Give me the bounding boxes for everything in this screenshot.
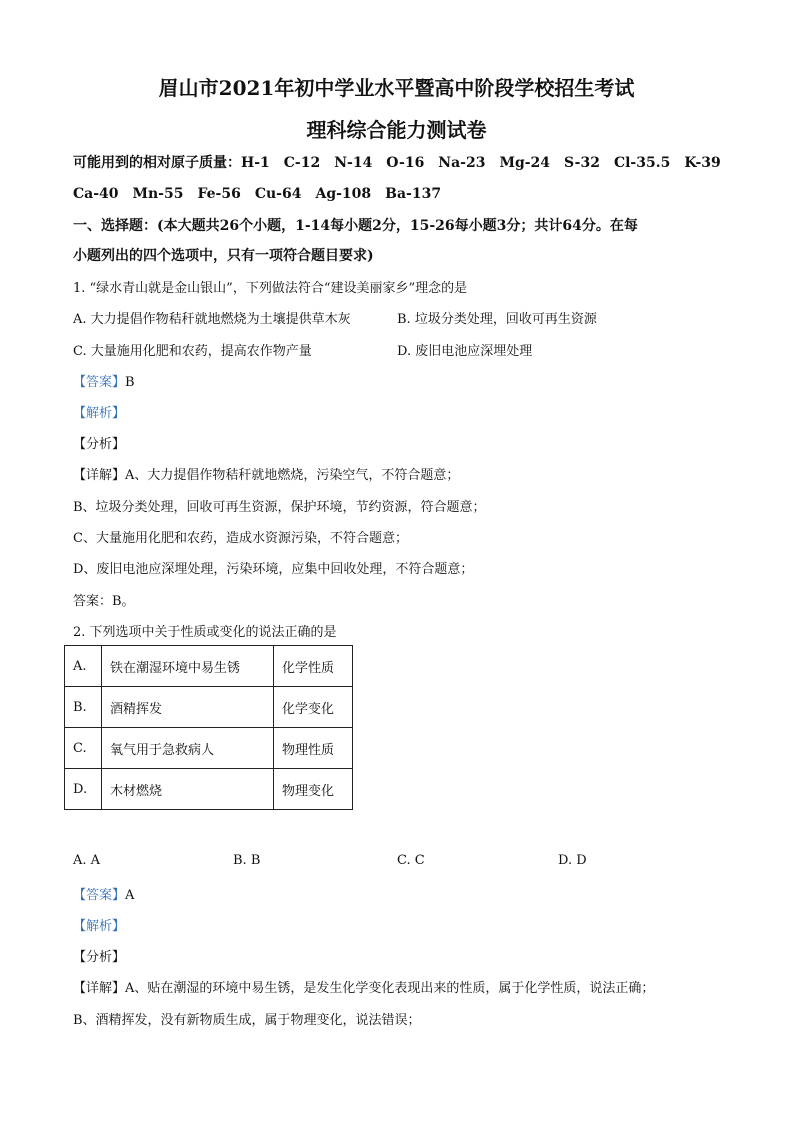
q2-option-c: C. C	[397, 853, 425, 868]
exam-title: 眉山市2021年初中学业水平暨高中阶段学校招生考试	[158, 76, 635, 100]
q2-detail-line: 【详解】A、贴在潮湿的环境中易生锈，是发生化学变化表现出来的性质，属于化学性质，说法正确；	[73, 981, 655, 996]
table-cell-type: 化学性质	[274, 646, 353, 687]
q1-answer-row	[73, 371, 135, 390]
table-cell-item: 铁在潮湿环境中易生锈	[102, 646, 274, 687]
q1-detail-line: C、大量施用化肥和农药，造成水资源污染，不符合题意；	[73, 531, 408, 546]
table-cell-type: 物理性质	[274, 728, 353, 769]
table-cell-type: 物理变化	[274, 769, 353, 810]
q1-option-a: A. 大力提倡作物秸秆就地燃烧为土壤提供草木灰	[73, 312, 351, 327]
q1-answer: B	[125, 375, 135, 390]
table-cell-item: 氧气用于急救病人	[102, 728, 274, 769]
table-cell-label: C.	[65, 728, 102, 769]
q2-fenxi-label: 【分析】	[73, 950, 126, 965]
table-cell-item: 木材燃烧	[102, 769, 274, 810]
table-row	[65, 769, 353, 810]
q1-jiexi-label: 【解析】	[73, 406, 126, 421]
table-row	[65, 646, 353, 687]
q2-option-d: D. D	[558, 853, 587, 868]
q1-detail-line: 【详解】A、大力提倡作物秸秆就地燃烧，污染空气，不符合题意；	[73, 468, 460, 483]
q1-option-c: C. 大量施用化肥和农药，提高农作物产量	[73, 344, 312, 359]
q2-table	[64, 645, 353, 810]
atomic-mass-line-2: Ca-40 Mn-55 Fe-56 Cu-64 Ag-108 Ba-137	[73, 186, 442, 202]
table-cell-label: B.	[65, 687, 102, 728]
q1-option-d: D. 废旧电池应深埋处理	[397, 344, 533, 359]
q2-stem: 2. 下列选项中关于性质或变化的说法正确的是	[73, 625, 337, 640]
q1-stem: 1. “绿水青山就是金山银山”，下列做法符合“建设美丽家乡”理念的是	[73, 281, 468, 296]
exam-subtitle: 理科综合能力测试卷	[306, 118, 487, 142]
q1-detail-line: 答案：B。	[73, 594, 135, 609]
table-cell-label: A.	[65, 646, 102, 687]
q1-answer-label: 【答案】	[73, 375, 126, 390]
table-cell-label: D.	[65, 769, 102, 810]
q1-detail-line: D、废旧电池应深埋处理，污染环境，应集中回收处理，不符合题意；	[73, 562, 474, 577]
table-row	[65, 728, 353, 769]
q2-option-a: A. A	[73, 853, 101, 868]
section-heading-line-1: 一、选择题：(本大题共26个小题，1-14每小题2分，15-26每小题3分；共计64分。在每	[73, 218, 638, 234]
q1-fenxi-label: 【分析】	[73, 437, 126, 452]
table-cell-type: 化学变化	[274, 687, 353, 728]
q2-jiexi-label: 【解析】	[73, 919, 126, 934]
q2-answer: A	[125, 888, 135, 903]
q1-option-b: B. 垃圾分类处理，回收可再生资源	[397, 312, 597, 327]
table-row	[65, 687, 353, 728]
section-heading-line-2: 小题列出的四个选项中，只有一项符合题目要求)	[73, 248, 374, 264]
q2-answer-label: 【答案】	[73, 888, 126, 903]
q2-answer-row	[73, 884, 134, 903]
q2-option-b: B. B	[233, 853, 261, 868]
atomic-mass-line-1: 可能用到的相对原子质量：H-1 C-12 N-14 O-16 Na-23 Mg-24 S-32 Cl-35.5 K-39	[73, 155, 721, 171]
q1-detail-line: B、垃圾分类处理，回收可再生资源，保护环境，节约资源，符合题意；	[73, 500, 486, 515]
table-cell-item: 酒精挥发	[102, 687, 274, 728]
q2-detail-line: B、酒精挥发，没有新物质生成，属于物理变化，说法错误；	[73, 1013, 421, 1028]
